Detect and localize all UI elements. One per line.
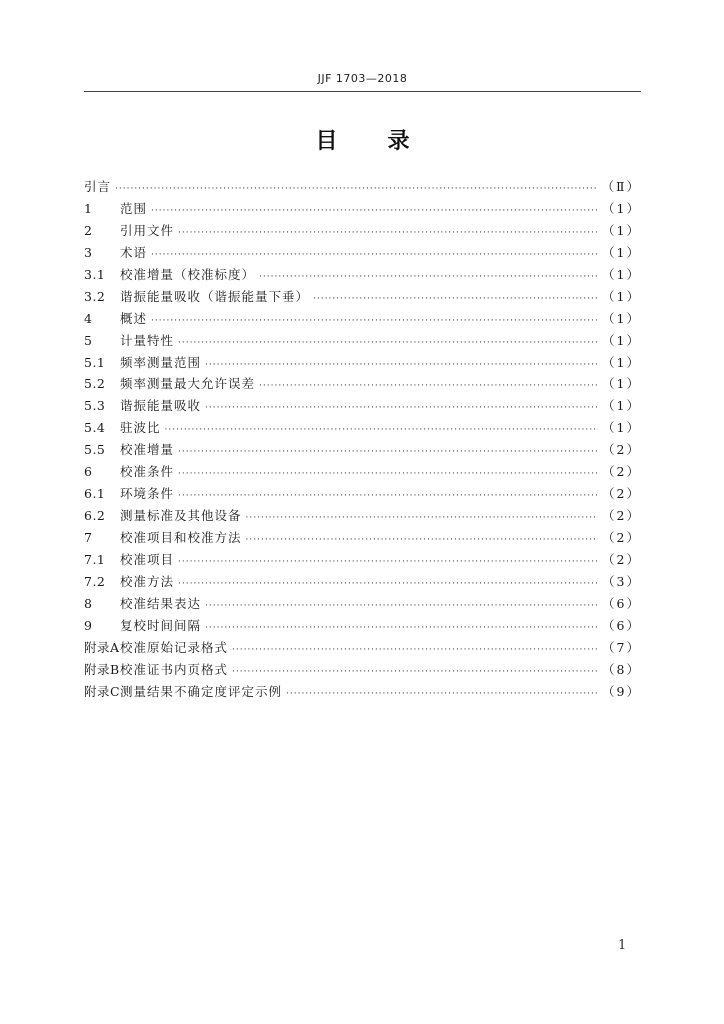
toc-entry-number: 2: [84, 222, 93, 238]
toc-entry-number: 9: [84, 617, 93, 633]
toc-entry-page: （1）: [602, 200, 641, 216]
toc-entry[interactable]: [84, 505, 641, 527]
toc-entry-number: 5: [84, 332, 93, 348]
toc-entry-title: 测量标准及其他设备: [120, 508, 242, 524]
toc-entry-title: 频率测量范围: [120, 354, 202, 370]
toc-entry-number: 7: [84, 530, 93, 545]
header-rule: [84, 91, 641, 92]
toc-entry-number: 5.2: [84, 376, 106, 392]
toc-entry-title: 校准增量: [120, 442, 175, 458]
toc-entry[interactable]: [84, 198, 641, 220]
toc-entry-page: （Ⅱ）: [601, 179, 641, 194]
page-number: 1: [618, 938, 627, 953]
toc-entry-page: （1）: [602, 332, 641, 348]
toc-dot-leader: [151, 201, 598, 223]
toc-entry-title: 校准条件: [120, 464, 175, 480]
toc-dot-leader: [178, 223, 598, 245]
toc-entry-number: 6.1: [84, 486, 106, 502]
toc-dot-leader: [205, 355, 598, 377]
toc-dot-leader: [259, 376, 598, 398]
toc-entry-page: （2）: [602, 551, 641, 567]
toc-entry-title: 测量结果不确定度评定示例: [120, 683, 283, 699]
toc-entry-title: 驻波比: [120, 420, 161, 436]
toc-entry[interactable]: [84, 352, 641, 374]
toc-entry-number: 3.1: [84, 266, 106, 282]
toc-entry-title: 复校时间间隔: [120, 617, 202, 633]
toc-entry-page: （1）: [602, 288, 641, 304]
toc-entry[interactable]: [84, 637, 641, 659]
toc-entry-title: 校准方法: [120, 573, 175, 589]
toc-entry-title: 引言: [84, 179, 112, 194]
toc-entry-number: 6: [84, 464, 93, 480]
toc-entry-page: （7）: [602, 639, 641, 655]
toc-dot-leader: [178, 442, 598, 464]
toc-entry-number: 3.2: [84, 288, 106, 304]
toc-dot-leader: [313, 289, 598, 311]
toc-entry[interactable]: [84, 527, 641, 549]
toc-entry[interactable]: [84, 264, 641, 286]
toc-entry-number: 3: [84, 244, 93, 260]
toc-entry-page: （2）: [602, 464, 641, 480]
toc-entry-page: （2）: [602, 486, 641, 502]
title-char: 目: [315, 129, 338, 154]
toc-entry[interactable]: [84, 615, 641, 637]
toc-entry-number: 附录C: [84, 683, 121, 699]
toc-entry-title: 引用文件: [120, 222, 175, 238]
toc-entry-number: 7.1: [84, 551, 106, 567]
toc-entry-number: 4: [84, 310, 93, 326]
toc-entry-title: 范围: [120, 200, 148, 216]
toc-entry-page: （2）: [602, 508, 641, 524]
toc-entry[interactable]: [84, 571, 641, 593]
toc-entry-number: 5.5: [84, 442, 106, 458]
toc-entry[interactable]: [84, 549, 641, 571]
toc-entry-number: 5.1: [84, 354, 106, 370]
toc-dot-leader: [205, 618, 598, 640]
toc-entry-page: （1）: [602, 266, 641, 282]
toc-entry[interactable]: [84, 286, 641, 308]
toc-dot-leader: [178, 552, 598, 574]
toc-dot-leader: [205, 596, 598, 618]
toc-entry-number: 5.4: [84, 420, 106, 436]
toc-entry[interactable]: [84, 242, 641, 264]
toc-entry-page: （1）: [602, 376, 641, 392]
toc-entry-page: （8）: [602, 661, 641, 677]
toc-dot-leader: [259, 267, 598, 289]
toc-entry[interactable]: [84, 220, 641, 242]
toc-entry[interactable]: [84, 308, 641, 330]
toc-entry-page: （9）: [602, 683, 641, 699]
page-title: [84, 124, 641, 155]
table-of-contents: [84, 176, 641, 703]
toc-entry-title: 校准增量（校准标度）: [120, 266, 256, 282]
toc-entry-title: 谐振能量吸收: [120, 398, 202, 414]
toc-dot-leader: [232, 640, 598, 662]
toc-entry-number: 7.2: [84, 573, 106, 589]
toc-dot-leader: [178, 574, 598, 596]
toc-entry-page: （1）: [602, 222, 641, 238]
toc-entry-title: 术语: [120, 244, 148, 260]
toc-entry-page: （6）: [602, 595, 641, 611]
toc-entry[interactable]: [84, 176, 641, 198]
toc-entry-number: 6.2: [84, 508, 106, 524]
toc-entry-title: 频率测量最大允许误差: [120, 376, 256, 392]
toc-entry-title: 校准原始记录格式: [120, 639, 229, 655]
toc-entry-page: （1）: [602, 420, 641, 436]
toc-entry-page: （2）: [602, 442, 641, 458]
toc-entry-title: 概述: [120, 310, 148, 326]
toc-dot-leader: [178, 333, 598, 355]
toc-entry[interactable]: [84, 330, 641, 352]
toc-dot-leader: [246, 508, 599, 530]
toc-dot-leader: [165, 420, 599, 442]
toc-entry-title: 环境条件: [120, 486, 175, 502]
toc-entry-number: 8: [84, 595, 93, 611]
toc-entry[interactable]: [84, 461, 641, 483]
toc-dot-leader: [232, 662, 598, 684]
toc-dot-leader: [286, 684, 598, 706]
toc-entry[interactable]: [84, 659, 641, 681]
toc-entry-page: （3）: [602, 573, 641, 589]
toc-entry-page: （1）: [602, 310, 641, 326]
toc-entry[interactable]: [84, 439, 641, 461]
toc-entry-title: 校准证书内页格式: [120, 661, 229, 677]
toc-dot-leader: [205, 398, 598, 420]
toc-entry[interactable]: [84, 681, 641, 703]
toc-dot-leader: [178, 464, 598, 486]
toc-entry-number: 1: [84, 200, 93, 216]
toc-entry[interactable]: [84, 395, 641, 417]
toc-entry[interactable]: [84, 373, 641, 395]
toc-entry-page: （2）: [602, 530, 641, 545]
title-char: 录: [387, 129, 410, 154]
toc-entry[interactable]: [84, 593, 641, 615]
toc-dot-leader: [151, 311, 598, 333]
toc-entry-page: （6）: [602, 617, 641, 633]
toc-entry-title: 计量特性: [120, 332, 175, 348]
toc-dot-leader: [246, 530, 599, 552]
toc-entry-number: 附录B: [84, 661, 120, 677]
toc-entry[interactable]: [84, 483, 641, 505]
toc-entry[interactable]: [84, 417, 641, 439]
toc-entry-title: 校准项目和校准方法: [120, 530, 242, 545]
toc-entry-title: 谐振能量吸收（谐振能量下垂）: [120, 288, 310, 304]
toc-entry-title: 校准结果表达: [120, 595, 202, 611]
toc-entry-number: 附录A: [84, 639, 120, 655]
toc-entry-page: （1）: [602, 354, 641, 370]
toc-dot-leader: [115, 179, 597, 201]
toc-entry-title: 校准项目: [120, 551, 175, 567]
toc-entry-page: （1）: [602, 244, 641, 260]
document-header: JJF 1703—2018: [317, 72, 408, 85]
toc-entry-number: 5.3: [84, 398, 106, 414]
toc-entry-page: （1）: [602, 398, 641, 414]
